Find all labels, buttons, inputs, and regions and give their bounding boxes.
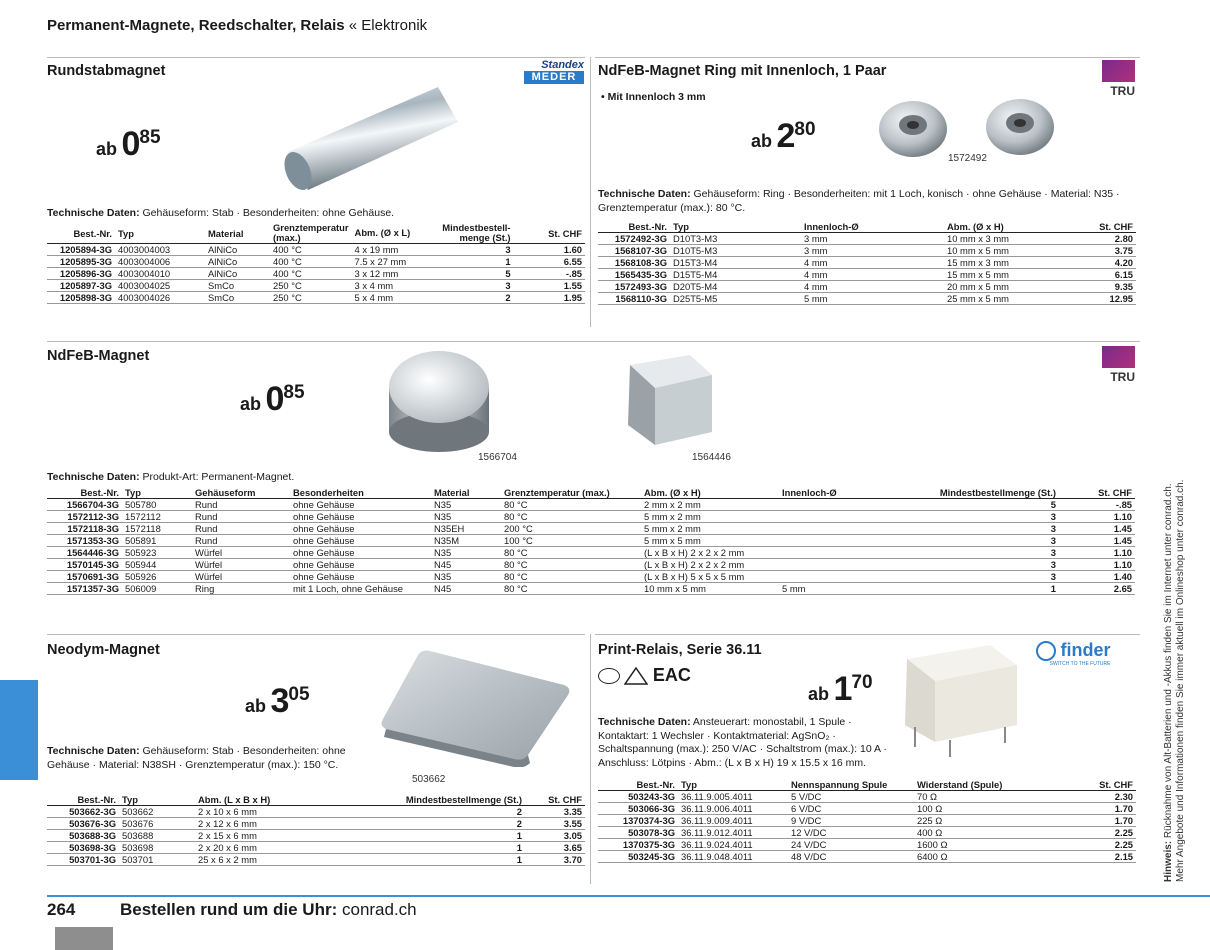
- table-neodym: [47, 794, 585, 866]
- table-cell: 6400 Ω: [914, 851, 1084, 863]
- table-cell: [779, 559, 909, 571]
- table-cell: D25T5-M5: [670, 293, 801, 305]
- table-cell: AlNiCo: [205, 256, 270, 268]
- block-magnet-image: [378, 647, 578, 767]
- table-cell: 1.40: [1059, 571, 1135, 583]
- table-cell: 10 mm x 5 mm: [944, 245, 1084, 257]
- tech-data-neodym: Technische Daten: Gehäuseform: Stab · Besonderheiten: ohne Gehäuse · Material: N38SH · Grenztemperatur (max.): 150 °C.: [47, 745, 346, 771]
- table-cell: AlNiCo: [205, 268, 270, 280]
- table-cell: 1.70: [1084, 803, 1136, 815]
- table-cell: 1.10: [1059, 511, 1135, 523]
- divider: [47, 57, 585, 58]
- table-cell: 503066-3G: [598, 803, 678, 815]
- relay-image: [895, 637, 1025, 762]
- disc-magnet-image: [385, 347, 495, 457]
- table-cell: 1.55: [514, 280, 585, 292]
- divider: [47, 341, 1140, 342]
- table-cell: 5 V/DC: [788, 791, 914, 803]
- table-cell: (L x B x H) 2 x 2 x 2 mm: [641, 547, 779, 559]
- vde-certification-icon: [624, 667, 648, 685]
- table-cell: 1: [345, 842, 525, 854]
- table-row: [47, 268, 585, 280]
- table-cell: 505923: [122, 547, 192, 559]
- footer-slogan: Bestellen rund um die Uhr: conrad.ch: [120, 900, 417, 919]
- table-cell: 2.25: [1084, 839, 1136, 851]
- table-row: [47, 830, 585, 842]
- table-cell: 36.11.9.048.4011: [678, 851, 788, 863]
- table-cell: 36.11.9.009.4011: [678, 815, 788, 827]
- table-cell: 503698: [119, 842, 195, 854]
- table-cell: 2 x 12 x 6 mm: [195, 818, 345, 830]
- table-cell: 503701: [119, 854, 195, 866]
- table-cell: 15 mm x 3 mm: [944, 257, 1084, 269]
- table-cell: 400 Ω: [914, 827, 1084, 839]
- table-cell: 2.15: [1084, 851, 1136, 863]
- table-row: [47, 292, 585, 304]
- table-cell: 10 mm x 3 mm: [944, 233, 1084, 245]
- table-cell: 1205895-3G: [47, 256, 115, 268]
- table-cell: 2.65: [1059, 583, 1135, 595]
- table-cell: 25 x 6 x 2 mm: [195, 854, 345, 866]
- table-cell: 1: [345, 830, 525, 842]
- table-cell: 1: [909, 583, 1059, 595]
- table-cell: 1572118-3G: [47, 523, 122, 535]
- table-cell: 3.55: [525, 818, 585, 830]
- table-cell: 505891: [122, 535, 192, 547]
- table-cell: D10T3-M3: [670, 233, 801, 245]
- table-cell: 1572492-3G: [598, 233, 670, 245]
- table-cell: 48 V/DC: [788, 851, 914, 863]
- table-cell: 1.45: [1059, 523, 1135, 535]
- tech-data-ring: Technische Daten: Gehäuseform: Ring · Besonderheiten: mit 1 Loch, konisch · ohne Gehäuse · Material: N35 · Grenztemperatur (max.): 80 °C.: [598, 188, 1120, 214]
- table-cell: 36.11.9.024.4011: [678, 839, 788, 851]
- table-cell: 1370375-3G: [598, 839, 678, 851]
- table-cell: N35: [431, 511, 501, 523]
- table-row: [47, 523, 1135, 535]
- table-cell: D20T5-M4: [670, 281, 801, 293]
- table-cell: 1572493-3G: [598, 281, 670, 293]
- table-cell: 505780: [122, 499, 192, 511]
- cert-logos: EAC: [598, 665, 691, 686]
- table-cell: 1568110-3G: [598, 293, 670, 305]
- table-cell: 1: [345, 854, 525, 866]
- table-cell: Ring: [192, 583, 290, 595]
- table-cell: 1568108-3G: [598, 257, 670, 269]
- table-row: [598, 815, 1136, 827]
- price-rundstab: ab 085: [96, 125, 161, 163]
- table-cell: N35: [431, 571, 501, 583]
- table-row: [598, 851, 1136, 863]
- table-cell: 4 x 19 mm: [352, 244, 434, 256]
- table-cell: 3: [434, 280, 514, 292]
- cube-magnet-image: [620, 350, 720, 450]
- table-cell: ohne Gehäuse: [290, 499, 431, 511]
- table-cell: AlNiCo: [205, 244, 270, 256]
- table-cell: Würfel: [192, 547, 290, 559]
- table-cell: 1568107-3G: [598, 245, 670, 257]
- table-cell: 70 Ω: [914, 791, 1084, 803]
- table-cell: 6.15: [1084, 269, 1136, 281]
- table-cell: 80 °C: [501, 547, 641, 559]
- table-rundstab: [47, 223, 585, 304]
- table-cell: 2: [434, 292, 514, 304]
- table-cell: 503243-3G: [598, 791, 678, 803]
- table-cell: 36.11.9.012.4011: [678, 827, 788, 839]
- table-cell: 2 x 10 x 6 mm: [195, 806, 345, 818]
- table-cell: 503676: [119, 818, 195, 830]
- table-cell: 3: [434, 244, 514, 256]
- table-cell: 7.5 x 27 mm: [352, 256, 434, 268]
- table-cell: [779, 499, 909, 511]
- table-cell: 36.11.9.006.4011: [678, 803, 788, 815]
- table-cell: 5 x 4 mm: [352, 292, 434, 304]
- table-cell: 12.95: [1084, 293, 1136, 305]
- section-title-relais: Print-Relais, Serie 36.11: [598, 642, 762, 658]
- table-cell: 1.95: [514, 292, 585, 304]
- table-cell: 20 mm x 5 mm: [944, 281, 1084, 293]
- table-cell: 1205898-3G: [47, 292, 115, 304]
- table-row: [47, 256, 585, 268]
- table-cell: 250 °C: [270, 292, 352, 304]
- table-cell: 250 °C: [270, 280, 352, 292]
- table-cell: 1.60: [514, 244, 585, 256]
- table-row: [47, 583, 1135, 595]
- table-cell: 3: [909, 547, 1059, 559]
- image-label: 1566704: [478, 452, 517, 463]
- table-cell: 3: [909, 511, 1059, 523]
- table-cell: 400 °C: [270, 268, 352, 280]
- divider: [47, 634, 585, 635]
- table-cell: 3.70: [525, 854, 585, 866]
- table-cell: 3: [909, 559, 1059, 571]
- image-label: 1564446: [692, 452, 731, 463]
- table-relais: [598, 779, 1136, 863]
- table-cell: 100 °C: [501, 535, 641, 547]
- table-cell: 4003004026: [115, 292, 205, 304]
- feature-bullet: • Mit Innenloch 3 mm: [601, 91, 706, 103]
- table-cell: 4003004003: [115, 244, 205, 256]
- table-cell: 100 Ω: [914, 803, 1084, 815]
- table-cell: 5: [909, 499, 1059, 511]
- table-cell: 1: [434, 256, 514, 268]
- rod-magnet-image: [278, 82, 464, 202]
- table-row: [47, 806, 585, 818]
- table-cell: 503701-3G: [47, 854, 119, 866]
- table-cell: 506009: [122, 583, 192, 595]
- table-cell: 25 mm x 5 mm: [944, 293, 1084, 305]
- table-cell: 3: [909, 571, 1059, 583]
- table-cell: 5 mm: [779, 583, 909, 595]
- table-cell: 2.30: [1084, 791, 1136, 803]
- table-cell: [779, 571, 909, 583]
- table-cell: 1570691-3G: [47, 571, 122, 583]
- page-title: Permanent-Magnete, Reedschalter, Relais « Elektronik: [47, 17, 428, 34]
- table-cell: [779, 511, 909, 523]
- table-cell: 80 °C: [501, 559, 641, 571]
- table-cell: 5 mm x 5 mm: [641, 535, 779, 547]
- table-cell: 80 °C: [501, 571, 641, 583]
- table-cell: 15 mm x 5 mm: [944, 269, 1084, 281]
- table-cell: ohne Gehäuse: [290, 559, 431, 571]
- table-cell: ohne Gehäuse: [290, 523, 431, 535]
- table-cell: (L x B x H) 5 x 5 x 5 mm: [641, 571, 779, 583]
- divider: [590, 634, 591, 884]
- table-cell: 2: [345, 806, 525, 818]
- table-cell: mit 1 Loch, ohne Gehäuse: [290, 583, 431, 595]
- table-cell: 2 x 20 x 6 mm: [195, 842, 345, 854]
- table-row: [598, 281, 1136, 293]
- table-cell: [779, 547, 909, 559]
- table-cell: 4003004010: [115, 268, 205, 280]
- divider: [595, 634, 1140, 635]
- section-title-rundstabmagnet: Rundstabmagnet: [47, 63, 166, 79]
- table-cell: SmCo: [205, 292, 270, 304]
- table-header: Best.-Nr. Typ Nennspannung Spule Widerstand (Spule) St. CHF: [598, 779, 1136, 791]
- table-cell: 3: [909, 523, 1059, 535]
- table-cell: D15T5-M4: [670, 269, 801, 281]
- table-cell: 2 mm x 2 mm: [641, 499, 779, 511]
- gray-marker: [55, 927, 113, 950]
- image-label: 503662: [412, 774, 446, 785]
- standex-meder-logo: Standex MEDER: [524, 59, 584, 84]
- table-cell: [779, 523, 909, 535]
- table-cell: Rund: [192, 535, 290, 547]
- table-cell: [779, 535, 909, 547]
- table-cell: 503078-3G: [598, 827, 678, 839]
- table-cell: 1205894-3G: [47, 244, 115, 256]
- table-cell: -.85: [514, 268, 585, 280]
- table-cell: 1572118: [122, 523, 192, 535]
- table-cell: 1.70: [1084, 815, 1136, 827]
- table-cell: 3.05: [525, 830, 585, 842]
- table-row: [598, 803, 1136, 815]
- table-cell: SmCo: [205, 280, 270, 292]
- table-cell: ohne Gehäuse: [290, 511, 431, 523]
- price-relais: ab 170: [808, 670, 873, 708]
- table-cell: 225 Ω: [914, 815, 1084, 827]
- table-cell: Würfel: [192, 571, 290, 583]
- table-cell: Würfel: [192, 559, 290, 571]
- table-row: [47, 559, 1135, 571]
- table-cell: (L x B x H) 2 x 2 x 2 mm: [641, 559, 779, 571]
- table-cell: 1600 Ω: [914, 839, 1084, 851]
- table-row: [47, 511, 1135, 523]
- table-cell: 10 mm x 5 mm: [641, 583, 779, 595]
- table-cell: ohne Gehäuse: [290, 571, 431, 583]
- footer-divider: [47, 895, 1210, 897]
- table-cell: 1205897-3G: [47, 280, 115, 292]
- table-cell: 6 V/DC: [788, 803, 914, 815]
- table-row: [598, 791, 1136, 803]
- table-cell: ohne Gehäuse: [290, 547, 431, 559]
- table-cell: N35: [431, 499, 501, 511]
- table-cell: 2.80: [1084, 233, 1136, 245]
- table-row: [47, 818, 585, 830]
- table-cell: Rund: [192, 523, 290, 535]
- table-row: [598, 293, 1136, 305]
- table-cell: 5: [434, 268, 514, 280]
- image-label: 1572492: [948, 153, 987, 164]
- table-cell: 503698-3G: [47, 842, 119, 854]
- table-cell: 80 °C: [501, 499, 641, 511]
- table-header: Best.-Nr. Typ Gehäuseform Besonderheiten Material Grenztemperatur (max.) Abm. (Ø x H) Innenloch-Ø Mindestbestellmenge (St.) St. CHF: [47, 487, 1135, 499]
- table-cell: 503662-3G: [47, 806, 119, 818]
- table-cell: 5 mm x 2 mm: [641, 523, 779, 535]
- table-cell: 400 °C: [270, 256, 352, 268]
- table-cell: ohne Gehäuse: [290, 535, 431, 547]
- table-cell: 503676-3G: [47, 818, 119, 830]
- price-neodym: ab 305: [245, 682, 310, 720]
- table-cell: 80 °C: [501, 511, 641, 523]
- table-cell: N45: [431, 559, 501, 571]
- table-cell: 3.65: [525, 842, 585, 854]
- table-cell: 503688-3G: [47, 830, 119, 842]
- table-row: [47, 571, 1135, 583]
- table-row: [598, 269, 1136, 281]
- table-cell: 4 mm: [801, 257, 944, 269]
- table-cell: 4003004006: [115, 256, 205, 268]
- table-cell: 1370374-3G: [598, 815, 678, 827]
- table-header: Best.-Nr. Typ Material Grenztemperatur (max.) Abm. (Ø x L) Mindestbestell-menge (St.) St. CHF: [47, 223, 585, 244]
- table-cell: 9 V/DC: [788, 815, 914, 827]
- table-cell: 2.25: [1084, 827, 1136, 839]
- price-ring: ab 280: [751, 117, 816, 155]
- table-row: [47, 535, 1135, 547]
- divider: [595, 57, 1140, 58]
- table-row: [47, 854, 585, 866]
- table-header: Best.-Nr. Typ Innenloch-Ø Abm. (Ø x H) St. CHF: [598, 221, 1136, 233]
- table-cell: 505944: [122, 559, 192, 571]
- table-cell: 4.20: [1084, 257, 1136, 269]
- table-cell: 1572112-3G: [47, 511, 122, 523]
- table-cell: Rund: [192, 499, 290, 511]
- tru-logo: TRU: [1102, 346, 1135, 384]
- table-row: [598, 839, 1136, 851]
- table-cell: 80 °C: [501, 583, 641, 595]
- finder-logo: finder SWITCH TO THE FUTURE: [1036, 640, 1110, 667]
- table-cell: 3 mm: [801, 233, 944, 245]
- ring-magnet-image: [878, 97, 1068, 159]
- table-cell: 1.10: [1059, 559, 1135, 571]
- table-cell: 6.55: [514, 256, 585, 268]
- table-cell: N35: [431, 547, 501, 559]
- table-cell: 2 x 15 x 6 mm: [195, 830, 345, 842]
- table-ndfeb: [47, 487, 1135, 595]
- table-cell: 1571357-3G: [47, 583, 122, 595]
- tech-data-rundstab: Technische Daten: Gehäuseform: Stab · Besonderheiten: ohne Gehäuse.: [47, 207, 395, 219]
- table-cell: Rund: [192, 511, 290, 523]
- table-cell: 1.10: [1059, 547, 1135, 559]
- table-cell: 505926: [122, 571, 192, 583]
- page-number: 264: [47, 900, 76, 919]
- table-cell: 503662: [119, 806, 195, 818]
- table-cell: N35M: [431, 535, 501, 547]
- table-cell: 3.35: [525, 806, 585, 818]
- table-row: [47, 280, 585, 292]
- table-cell: 24 V/DC: [788, 839, 914, 851]
- table-ring: [598, 221, 1136, 305]
- table-cell: D10T5-M3: [670, 245, 801, 257]
- table-cell: 12 V/DC: [788, 827, 914, 839]
- table-cell: 1571353-3G: [47, 535, 122, 547]
- table-cell: 3.75: [1084, 245, 1136, 257]
- table-cell: N35EH: [431, 523, 501, 535]
- table-row: [47, 842, 585, 854]
- table-cell: N45: [431, 583, 501, 595]
- section-title-neodym: Neodym-Magnet: [47, 642, 160, 658]
- tru-logo: TRU: [1102, 60, 1135, 98]
- table-row: [47, 499, 1135, 511]
- table-cell: 3: [909, 535, 1059, 547]
- table-header: Best.-Nr. Typ Abm. (L x B x H) Mindestbestellmenge (St.) St. CHF: [47, 794, 585, 806]
- table-cell: 4 mm: [801, 269, 944, 281]
- table-cell: 1564446-3G: [47, 547, 122, 559]
- table-cell: 503245-3G: [598, 851, 678, 863]
- table-cell: 1565435-3G: [598, 269, 670, 281]
- table-cell: 200 °C: [501, 523, 641, 535]
- table-cell: 3 x 4 mm: [352, 280, 434, 292]
- table-row: [598, 233, 1136, 245]
- finder-icon: [1036, 641, 1056, 661]
- table-cell: 503688: [119, 830, 195, 842]
- tech-data-relais: Technische Daten: Ansteuerart: monostabil, 1 Spule · Kontaktart: 1 Wechsler · Kontaktmaterial: AgSnO₂ · Schaltspannung (max.): 250 V/AC · Schaltstrom (max.): 10 A · Anschluss: Lötpins · Abm.: (L x B x H) 19 x 15.5 x 16 mm.: [598, 716, 887, 769]
- table-cell: 3 x 12 mm: [352, 268, 434, 280]
- table-cell: 5 mm: [801, 293, 944, 305]
- section-title-ndfeb: NdFeB-Magnet: [47, 348, 150, 364]
- section-title-ndfeb-ring: NdFeB-Magnet Ring mit Innenloch, 1 Paar: [598, 63, 887, 79]
- table-cell: 1566704-3G: [47, 499, 122, 511]
- table-cell: 36.11.9.005.4011: [678, 791, 788, 803]
- table-cell: 1.45: [1059, 535, 1135, 547]
- side-note: Hinweis: Rücknahme von Alt-Batterien und -Akkus finden Sie im Internet unter conrad.ch. Mehr Angebote und Informationen finden Sie immer aktuell im Onlineshop unter conrad.ch.: [1163, 479, 1186, 882]
- table-cell: 9.35: [1084, 281, 1136, 293]
- tech-data-ndfeb: Technische Daten: Produkt-Art: Permanent-Magnet.: [47, 471, 295, 483]
- price-ndfeb: ab 085: [240, 380, 305, 418]
- table-row: [598, 245, 1136, 257]
- divider: [590, 57, 591, 327]
- table-cell: 4 mm: [801, 281, 944, 293]
- table-cell: 1205896-3G: [47, 268, 115, 280]
- table-row: [598, 827, 1136, 839]
- table-cell: 4003004025: [115, 280, 205, 292]
- table-row: [47, 547, 1135, 559]
- table-cell: D15T3-M4: [670, 257, 801, 269]
- chapter-tab: [0, 680, 38, 780]
- table-cell: 3 mm: [801, 245, 944, 257]
- table-cell: 5 mm x 2 mm: [641, 511, 779, 523]
- table-cell: 2: [345, 818, 525, 830]
- table-cell: 1572112: [122, 511, 192, 523]
- table-row: [598, 257, 1136, 269]
- table-row: [47, 244, 585, 256]
- ul-certification-icon: [598, 668, 620, 684]
- table-cell: 1570145-3G: [47, 559, 122, 571]
- table-cell: -.85: [1059, 499, 1135, 511]
- table-cell: 400 °C: [270, 244, 352, 256]
